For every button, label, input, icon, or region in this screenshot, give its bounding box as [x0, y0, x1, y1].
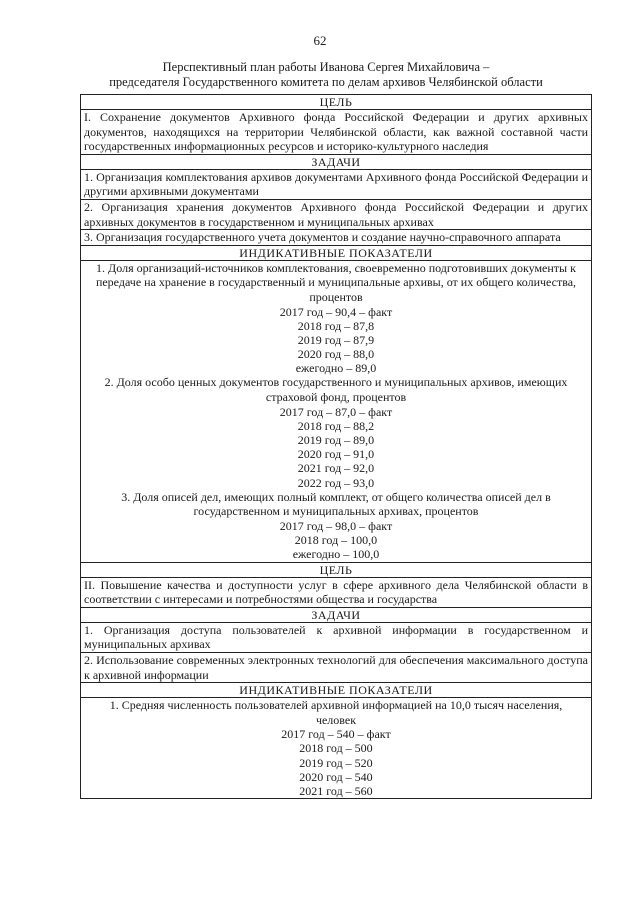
indicator-1-3 [84, 490, 588, 562]
indicator-value: 2022 год – 93,0 [297, 475, 375, 490]
goal-1-text: I. Сохранение документов Архивного фонда Российской Федерации и других архивных документов, находящихся на территории Челябинской области, как важной составной части государственных информационных ресурсов и историко-культурного наследия [81, 109, 591, 154]
indicator-value: 2017 год – 98,0 – факт [279, 518, 393, 533]
indicator-value: ежегодно – 89,0 [295, 361, 377, 376]
task-2-1: 1. Организация доступа пользователей к архивной информации в государственном и муниципальных архивах [81, 622, 591, 652]
indicators-1-body [81, 260, 591, 562]
indicator-value: 2017 год – 87,0 – факт [279, 404, 393, 419]
indicator-1-3-title: 3. Доля описей дел, имеющих полный комплект, от общего количества описей дел в государственном и муниципальных архивах, процентов [121, 489, 551, 519]
indicator-value: 2021 год – 92,0 [297, 461, 375, 476]
task-2-2: 2. Использование современных электронных технологий для обеспечения максимального доступа к архивной информации [81, 652, 591, 682]
tasks-2-heading: ЗАДАЧИ [81, 607, 591, 622]
goal-2-text: II. Повышение качества и доступности услуг в сфере архивного дела Челябинской области в соответствии с интересами и потребностями общества и государства [81, 577, 591, 607]
indicator-value: 2020 год – 91,0 [297, 447, 375, 462]
indicator-value: 2018 год – 500 [299, 741, 373, 756]
indicator-value: 2020 год – 540 [299, 769, 373, 784]
header-line-2: председателя Государственного комитета по делам архивов Челябинской области [109, 75, 543, 89]
indicator-value: 2018 год – 100,0 [294, 533, 378, 548]
indicator-value: 2020 год – 88,0 [297, 347, 375, 362]
indicator-1-2-title: 2. Доля особо ценных документов государственного и муниципальных архивов, имеющих страховой фонд, процентов [104, 375, 568, 405]
goal-1-heading: ЦЕЛЬ [319, 95, 353, 109]
indicator-1-1 [84, 261, 588, 376]
indicator-value: 2019 год – 87,9 [297, 332, 375, 347]
indicator-value: 2017 год – 540 – факт [281, 727, 391, 742]
goal-2-heading: ЦЕЛЬ [81, 562, 591, 577]
task-1-2: 2. Организация хранения документов Архивного фонда Российской Федерации и других архивных документов в государственном и муниципальных архивах [81, 199, 591, 229]
indicator-value: 2021 год – 560 [299, 784, 373, 799]
indicators-2-body [81, 697, 591, 798]
tasks-1-heading: ЗАДАЧИ [81, 154, 591, 169]
indicator-value: 2018 год – 87,8 [297, 318, 375, 333]
indicators-1-heading: ИНДИКАТИВНЫЕ ПОКАЗАТЕЛИ [81, 245, 591, 260]
indicators-2-heading: ИНДИКАТИВНЫЕ ПОКАЗАТЕЛИ [81, 682, 591, 697]
indicator-value: ежегодно – 100,0 [292, 547, 380, 562]
indicator-value: 2017 год – 90,4 – факт [279, 304, 393, 319]
header-line-1: Перспективный план работы Иванова Сергея Михайловича – [162, 60, 490, 74]
indicator-value: 2019 год – 89,0 [297, 433, 375, 448]
page-number: 62 [313, 33, 327, 48]
indicator-1-1-title: 1. Доля организаций-источников комплектования, своевременно подготовивших документы к передаче на хранение в государственный и муниципальные архивы, от их общего количества, процентов [95, 260, 577, 304]
indicator-1-2 [84, 375, 588, 489]
plan-table [80, 94, 592, 799]
indicator-value: 2018 год – 88,2 [297, 418, 375, 433]
indicator-2-1-title: 1. Средняя численность пользователей архивной информацией на 10,0 тысяч населения, человек [109, 698, 563, 727]
indicator-2-1 [84, 698, 588, 798]
task-1-1: 1. Организация комплектования архивов документами Архивного фонда Российской Федерации и другими архивными документами [81, 169, 591, 199]
document-header [60, 60, 592, 90]
indicator-value: 2019 год – 520 [299, 755, 373, 770]
task-1-3: 3. Организация государственного учета документов и создание научно-справочного аппарата [81, 229, 591, 245]
